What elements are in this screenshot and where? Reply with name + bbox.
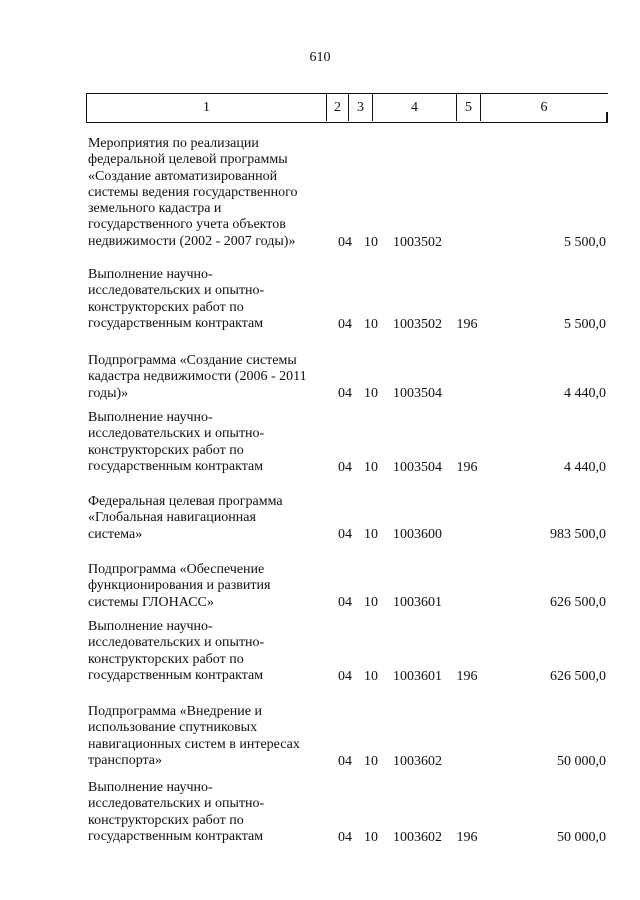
page-number: 610 — [309, 50, 331, 65]
row-subsection: 10 — [364, 385, 378, 401]
row-subsection: 10 — [364, 594, 378, 610]
table-row — [0, 267, 640, 333]
row-section: 04 — [338, 316, 352, 332]
row-amount: 5 500,0 — [564, 234, 606, 250]
row-target-code: 1003504 — [393, 385, 442, 401]
row-name: Выполнение научно- исследовательских и опытно- конструкторских работ по государственным контрактам — [88, 780, 265, 844]
row-target-code: 1003502 — [393, 316, 442, 332]
row-target-code: 1003502 — [393, 234, 442, 250]
header-col-1: 1 — [87, 94, 327, 121]
row-target-code: 1003601 — [393, 668, 442, 684]
row-section: 04 — [338, 459, 352, 475]
row-expense-type: 196 — [456, 459, 478, 475]
table-row — [0, 780, 640, 846]
table-row — [0, 353, 640, 402]
row-expense-type: 196 — [456, 316, 478, 332]
row-amount: 626 500,0 — [550, 594, 606, 610]
row-amount: 4 440,0 — [564, 459, 606, 475]
table-row — [0, 562, 640, 611]
header-right-edge — [606, 112, 608, 123]
row-section: 04 — [338, 668, 352, 684]
header-col-5: 5 — [457, 94, 481, 121]
row-name: Федеральная целевая программа «Глобальная навигационная система» — [88, 494, 283, 542]
row-subsection: 10 — [364, 316, 378, 332]
row-section: 04 — [338, 234, 352, 250]
table-row — [0, 704, 640, 770]
row-name: Подпрограмма «Создание системы кадастра недвижимости (2006 - 2011 годы)» — [88, 353, 307, 401]
row-amount: 5 500,0 — [564, 316, 606, 332]
row-expense-type: 196 — [456, 829, 478, 845]
row-subsection: 10 — [364, 753, 378, 769]
header-col-6: 6 — [540, 100, 548, 115]
row-name: Выполнение научно- исследовательских и опытно- конструкторских работ по государственным контрактам — [88, 267, 265, 331]
row-amount: 983 500,0 — [550, 526, 606, 542]
row-section: 04 — [338, 594, 352, 610]
row-section: 04 — [338, 829, 352, 845]
row-subsection: 10 — [364, 234, 378, 250]
header-col-4: 4 — [373, 94, 457, 121]
row-amount: 50 000,0 — [557, 829, 606, 845]
row-name: Выполнение научно- исследовательских и опытно- конструкторских работ по государственным контрактам — [88, 619, 265, 683]
row-subsection: 10 — [364, 829, 378, 845]
table-row — [0, 410, 640, 476]
table-row — [0, 494, 640, 543]
row-expense-type: 196 — [456, 668, 478, 684]
header-col-2: 2 — [327, 94, 349, 121]
row-section: 04 — [338, 753, 352, 769]
row-amount: 626 500,0 — [550, 668, 606, 684]
row-name: Подпрограмма «Обеспечение функционирования и развития системы ГЛОНАСС» — [88, 562, 271, 610]
row-target-code: 1003602 — [393, 753, 442, 769]
row-subsection: 10 — [364, 459, 378, 475]
table-header — [86, 93, 608, 123]
table-row — [0, 136, 640, 251]
row-amount: 4 440,0 — [564, 385, 606, 401]
row-target-code: 1003600 — [393, 526, 442, 542]
row-section: 04 — [338, 385, 352, 401]
row-target-code: 1003601 — [393, 594, 442, 610]
row-subsection: 10 — [364, 526, 378, 542]
row-name: Мероприятия по реализации федеральной целевой программы «Создание автоматизированной системы ведения государственного земельного кадастра и государственного учета объектов недвижимости (2002 - 2007 годы)» — [88, 136, 298, 249]
row-name: Выполнение научно- исследовательских и опытно- конструкторских работ по государственным контрактам — [88, 410, 265, 474]
row-amount: 50 000,0 — [557, 753, 606, 769]
header-col-3: 3 — [349, 94, 373, 121]
row-name: Подпрограмма «Внедрение и использование спутниковых навигационных систем в интересах транспорта» — [88, 704, 300, 768]
row-section: 04 — [338, 526, 352, 542]
row-subsection: 10 — [364, 668, 378, 684]
row-target-code: 1003602 — [393, 829, 442, 845]
row-target-code: 1003504 — [393, 459, 442, 475]
table-row — [0, 619, 640, 685]
